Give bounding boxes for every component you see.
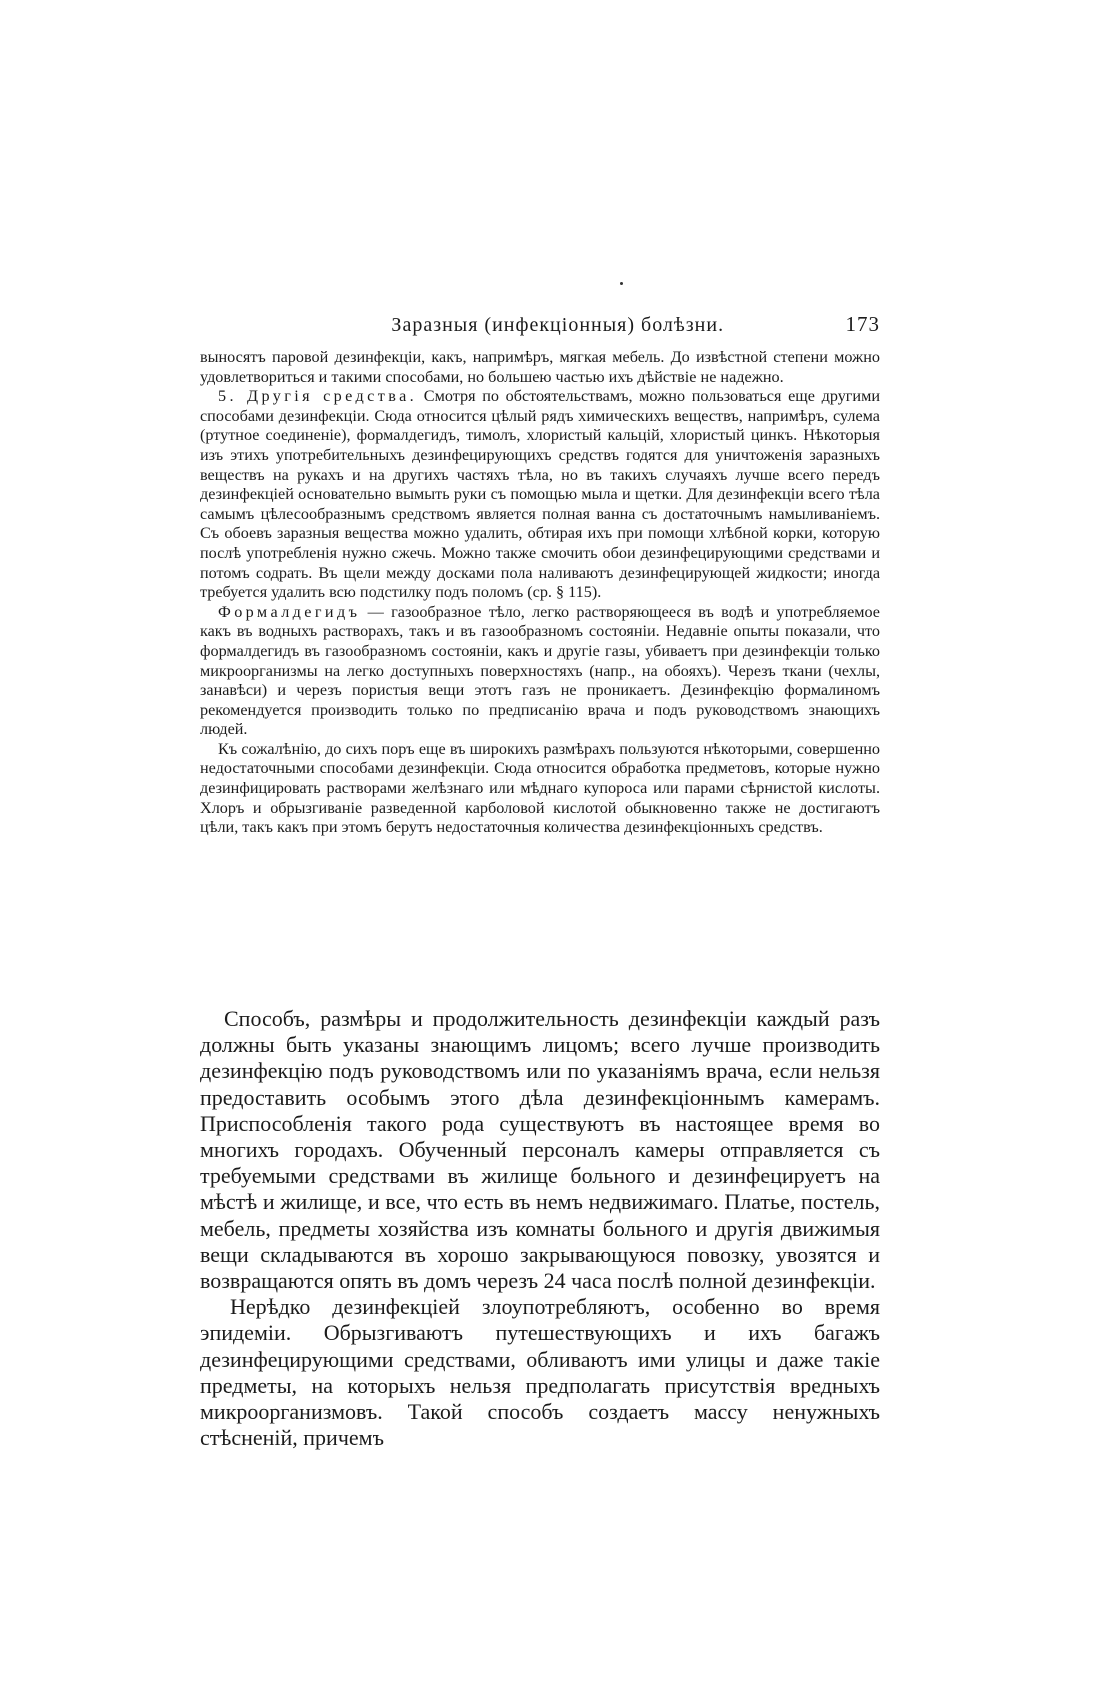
paragraph-disinfection-abuse: Нерѣдко дезинфекціей злоупотребляютъ, особенно во время эпидеміи. Обрызгиваютъ путешествующихъ и ихъ багажъ дезинфецирующими средствами, обливаютъ ими улицы и даже такіе предметы, на которыхъ нельзя предполагать присутствія вредныхъ микроорганизмовъ. Такой способъ создаетъ массу ненужныхъ стѣсненій, причемъ	[200, 1294, 880, 1451]
section-heading-other-means: 5. Другія средства.	[218, 387, 418, 406]
paragraph-other-means	[200, 387, 880, 603]
paragraph-other-means-body: Смотря по обстоятельствамъ, можно пользоваться еще другими способами дезинфекціи. Сюда относится цѣлый рядъ химическихъ веществъ, напримѣръ, сулема (ртутное соединеніе), формалдегидъ, тимолъ, хлористый кальцій, хлористый цинкъ. Нѣкоторыя изъ этихъ употребительныхъ дезинфецирующихъ средствъ годятся для уничтоженія заразныхъ веществъ на рукахъ и на другихъ частяхъ тѣла, но въ такихъ случаяхъ лучше всего передъ дезинфекціей основательно вымыть руки съ помощью мыла и щетки. Для дезинфекціи всего тѣла самымъ цѣлесообразнымъ средствомъ является полная ванна съ достаточнымъ намыливаніемъ. Съ обоевъ заразныя вещества можно удалить, обтирая ихъ при помощи хлѣбной корки, которую послѣ употребленія нужно сжечь. Можно также смочить обои дезинфецирующими средствами и потомъ содрать. Въ щели между досками пола наливаютъ дезинфецирующей жидкости; иногда требуется удалить всю подстилку подъ поломъ (ср. § 115).	[200, 387, 881, 602]
chapter-title: Заразныя (инфекціонныя) болѣзни.	[391, 314, 725, 336]
paragraph-steam-disinfection: выносятъ паровой дезинфекціи, какъ, напримѣръ, мягкая мебель. До извѣстной степени можно удовлетвориться и такими способами, но большею частью ихъ дѣйствіе не надежно.	[200, 348, 880, 386]
page-number: 173	[845, 312, 880, 336]
main-text-section	[200, 1006, 880, 1451]
paragraph-formaldehyde	[200, 603, 880, 740]
paragraph-disinfection-procedure: Способъ, размѣры и продолжительность дезинфекціи каждый разъ должны быть указаны знающимъ лицомъ; всего лучше производить дезинфекцію подъ руководствомъ или по указаніямъ врача, если нельзя предоставить особымъ этого дѣла дезинфекціоннымъ камерамъ. Приспособленія такого рода существуютъ въ настоящее время во многихъ городахъ. Обученный персоналъ камеры отправляется съ требуемыми средствами въ жилище больного и дезинфецируетъ на мѣстѣ и жилище, и все, что есть въ немъ недвижимаго. Платье, постель, мебель, предметы хозяйства изъ комнаты больного и другія движимыя вещи складываются въ хорошо закрывающуюся повозку, увозятся и возвращаются опять въ домъ черезъ 24 часа послѣ полной дезинфекціи.	[200, 1006, 880, 1294]
term-formaldehyde: Формалдегидъ	[218, 602, 361, 621]
printing-speck	[620, 282, 623, 285]
running-header	[200, 312, 880, 337]
small-print-section	[200, 348, 880, 838]
paragraph-formaldehyde-body: — газообразное тѣло, легко растворяющееся въ водѣ и употребляемое какъ въ водныхъ растворахъ, такъ и въ газообразномъ состояніи. Недавніе опыты показали, что формалдегидъ въ газообразномъ состояніи, какъ и другіе газы, убиваетъ при дезинфекціи только микроорганизмы на легко доступныхъ поверхностяхъ (напр., на обояхъ). Черезъ ткани (чехлы, занавѣси) и черезъ пористыя вещи этотъ газъ не проникаетъ. Дезинфекцію формалиномъ рекомендуется производить только по предписанію врача и подъ руководствомъ знающихъ людей.	[200, 602, 880, 739]
paragraph-insufficient-methods: Къ сожалѣнію, до сихъ поръ еще въ широкихъ размѣрахъ пользуются нѣкоторыми, совершенно недостаточными способами дезинфекціи. Сюда относится обработка предметовъ, которые нужно дезинфицировать растворами желѣзнаго или мѣднаго купороса или парами сѣрнистой кислоты. Хлоръ и обрызгиваніе разведенной карболовой кислотой обыкновенно также не достигаютъ цѣли, такъ какъ при этомъ берутъ недостаточныя количества дезинфекціонныхъ средствъ.	[200, 739, 880, 837]
